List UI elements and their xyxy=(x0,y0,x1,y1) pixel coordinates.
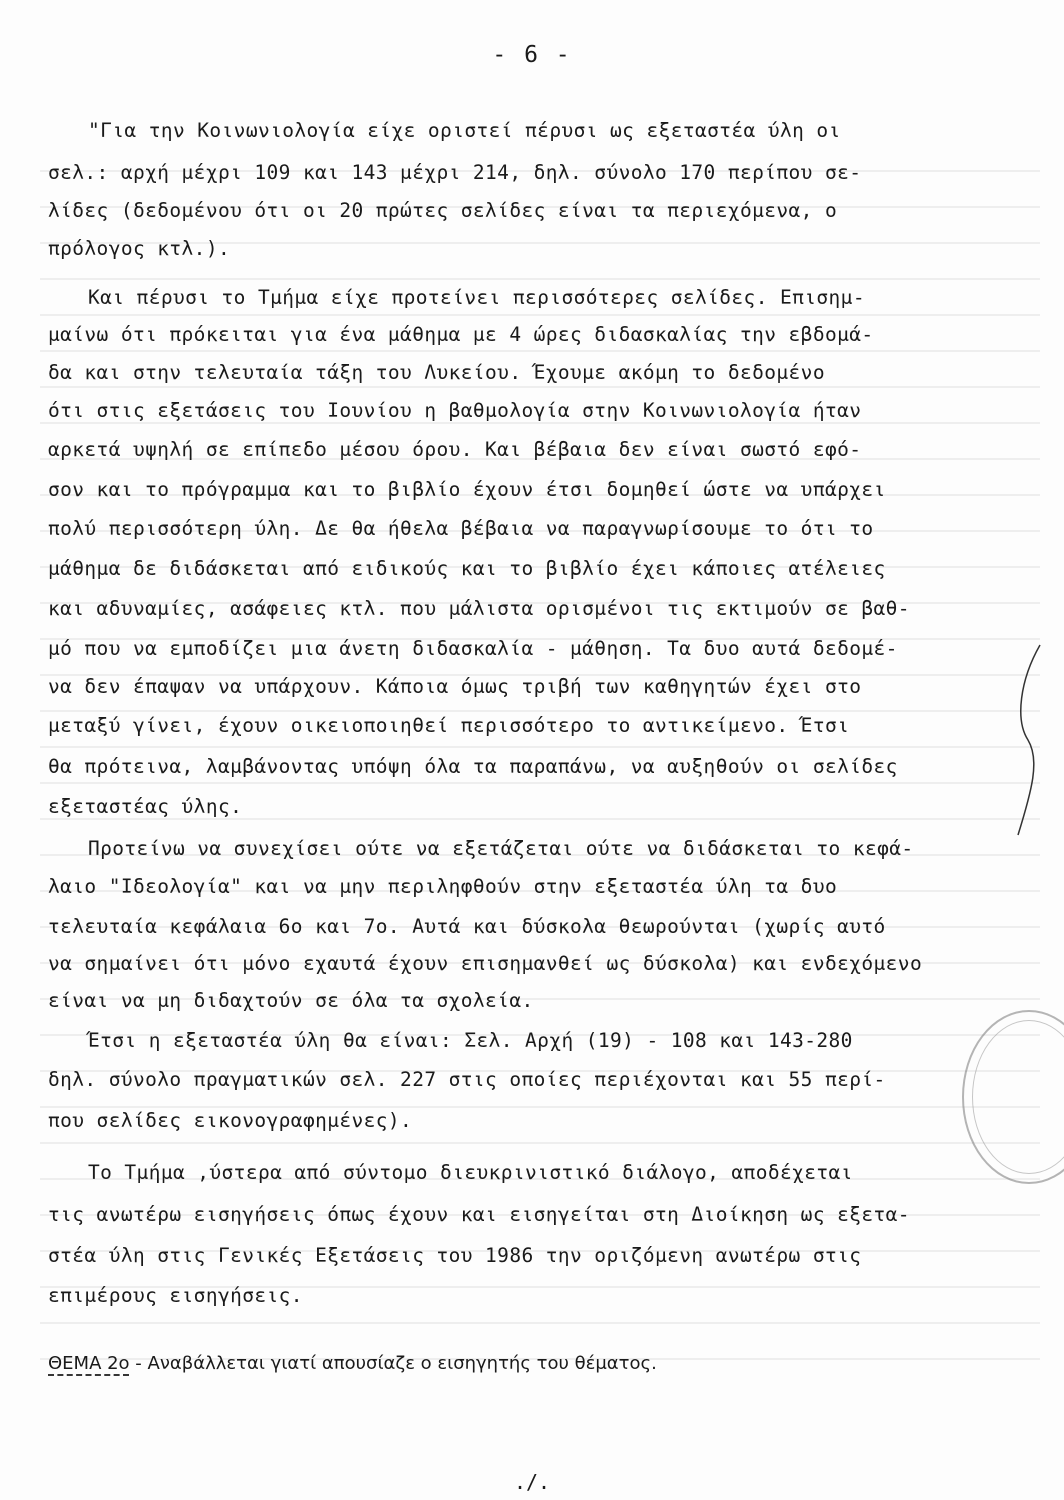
page-number: - 6 - xyxy=(492,42,572,68)
text-line: σον και το πρόγραμμα και το βιβλίο έχουν έτσι δομηθεί ώστε να υπάρχει xyxy=(48,478,886,501)
text-line: και αδυναμίες, ασάφειες κτλ. που μάλιστα ορισμένοι τις εκτιμούν σε βαθ- xyxy=(48,597,910,620)
text-line: είναι να μη διδαχτούν σε όλα τα σχολεία. xyxy=(48,989,534,1012)
text-line: μάθημα δε διδάσκεται από ειδικούς και το βιβλίο έχει κάποιες ατέλειες xyxy=(48,557,886,580)
text-line: δα και στην τελευταία τάξη του Λυκείου. Έχουμε ακόμη το δεδομένο xyxy=(48,361,825,384)
text-line: ότι στις εξετάσεις του Ιουνίου η βαθμολογία στην Κοινωνιολογία ήταν xyxy=(48,399,862,422)
text-line: "Για την Κοινωνιολογία είχε οριστεί πέρυσι ως εξεταστέα ύλη οι xyxy=(88,119,841,142)
text-line: στέα ύλη στις Γενικές Εξετάσεις του 1986 την οριζόμενη ανωτέρω στις xyxy=(48,1244,862,1267)
text-line: δηλ. σύνολο πραγματικών σελ. 227 στις οποίες περιέχονται και 55 περί- xyxy=(48,1068,886,1091)
agenda-item-text: Αναβάλλεται γιατί απουσίαζε ο εισηγητής του θέματος. xyxy=(147,1353,657,1374)
text-line: να σημαίνει ότι μόνο εχαυτά έχουν επισημανθεί ως δύσκολα) και ενδεχόμενο xyxy=(48,952,923,975)
agenda-item-label: ΘΕΜΑ 2ο xyxy=(48,1353,130,1374)
text-line: να δεν έπαψαν να υπάρχουν. Κάποια όμως τριβή των καθηγητών έχει στο xyxy=(48,675,862,698)
text-line: σελ.: αρχή μέχρι 109 και 143 μέχρι 214, δηλ. σύνολο 170 περίπου σε- xyxy=(48,161,862,184)
text-line: πρόλογος κτλ.). xyxy=(48,237,231,260)
text-line: πολύ περισσότερη ύλη. Δε θα ήθελα βέβαια να παραγνωρίσουμε το ότι το xyxy=(48,517,874,540)
text-line: αρκετά υψηλή σε επίπεδο μέσου όρου. Και βέβαια δεν είναι σωστό εφό- xyxy=(48,438,862,461)
text-line: τελευταία κεφάλαια 6ο και 7ο. Αυτά και δύσκολα θεωρούνται (χωρίς αυτό xyxy=(48,915,886,938)
agenda-item-separator: - xyxy=(129,1353,148,1374)
text-line: Και πέρυσι το Τμήμα είχε προτείνει περισσότερες σελίδες. Επισημ- xyxy=(88,286,865,309)
text-line: Έτσι η εξεταστέα ύλη θα είναι: Σελ. Αρχή (19) - 108 και 143-280 xyxy=(88,1029,853,1052)
text-line: λαιο "Ιδεολογία" και να μην περιληφθούν στην εξεταστέα ύλη τα δυο xyxy=(48,875,838,898)
text-line: λίδες (δεδομένου ότι οι 20 πρώτες σελίδες είναι τα περιεχόμενα, ο xyxy=(48,199,838,222)
text-line: μό που να εμποδίζει μια άνετη διδασκαλία - μάθηση. Τα δυο αυτά δεδομέ- xyxy=(48,637,898,660)
text-line: θα πρότεινα, λαμβάνοντας υπόψη όλα τα παραπάνω, να αυξηθούν οι σελίδες xyxy=(48,755,898,778)
text-line: μεταξύ γίνει, έχουν οικειοποιηθεί περισσότερο το αντικείμενο. Έτσι xyxy=(48,714,850,737)
agenda-item-2 xyxy=(48,1352,657,1376)
text-line: Προτείνω να συνεχίσει ούτε να εξετάζεται ούτε να διδάσκεται το κεφά- xyxy=(88,837,914,860)
handwritten-margin-mark xyxy=(1010,640,1050,840)
text-line: επιμέρους εισηγήσεις. xyxy=(48,1284,303,1307)
text-line: τις ανωτέρω εισηγήσεις όπως έχουν και εισηγείται στη Διοίκηση ως εξετα- xyxy=(48,1203,910,1226)
official-stamp xyxy=(962,1010,1064,1184)
page-end-mark: ./. xyxy=(513,1470,551,1494)
text-line: μαίνω ότι πρόκειται για ένα μάθημα με 4 ώρες διδασκαλίας την εβδομά- xyxy=(48,323,874,346)
text-line: Το Τμήμα ,ύστερα από σύντομο διευκρινιστικό διάλογο, αποδέχεται xyxy=(88,1161,853,1184)
text-line: εξεταστέας ύλης. xyxy=(48,795,243,818)
text-line: που σελίδες εικονογραφημένες). xyxy=(48,1109,413,1132)
